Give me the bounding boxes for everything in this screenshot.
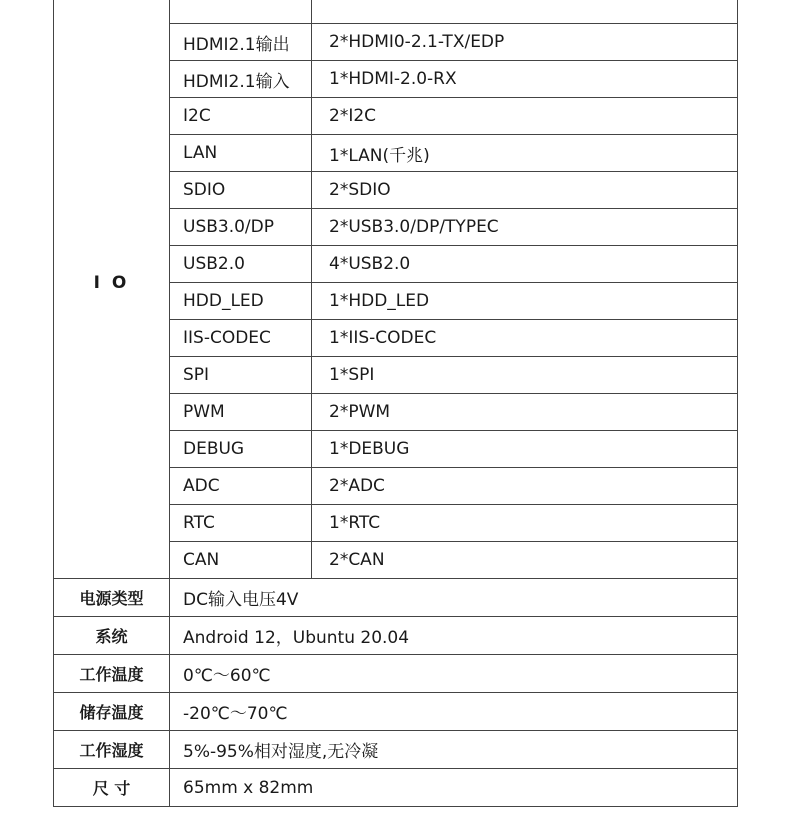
io-key-cell: DEBUG <box>170 431 312 468</box>
io-value-cell <box>312 0 738 24</box>
io-key-cell: RTC <box>170 505 312 542</box>
io-key-cell: I2C <box>170 98 312 135</box>
table-row <box>54 731 738 769</box>
io-key-cell: USB2.0 <box>170 246 312 283</box>
io-value-cell: 1*DEBUG <box>312 431 738 468</box>
table-row <box>54 617 738 655</box>
table-row <box>54 579 738 617</box>
table-row <box>54 655 738 693</box>
io-value-cell: 1*LAN(千兆) <box>312 135 738 172</box>
io-key-cell: HDMI2.1输入 <box>170 61 312 98</box>
table-row <box>54 693 738 731</box>
spec-table-body <box>54 0 738 807</box>
io-value-cell: 1*HDD_LED <box>312 283 738 320</box>
spec-table <box>53 0 738 807</box>
io-value-cell: 1*IIS-CODEC <box>312 320 738 357</box>
spec-value-cell: 65mm x 82mm <box>170 769 738 807</box>
spec-value-cell: 5%-95%相对湿度,无冷凝 <box>170 731 738 769</box>
io-key-cell: LAN <box>170 135 312 172</box>
spec-value-cell: -20℃～70℃ <box>170 693 738 731</box>
io-key-cell: ADC <box>170 468 312 505</box>
table-row <box>54 769 738 807</box>
spec-category-cell: 电源类型 <box>54 579 170 617</box>
table-row <box>54 0 738 24</box>
spec-value-cell: 0℃～60℃ <box>170 655 738 693</box>
io-value-cell: 2*ADC <box>312 468 738 505</box>
io-value-cell: 2*USB3.0/DP/TYPEC <box>312 209 738 246</box>
io-key-cell: USB3.0/DP <box>170 209 312 246</box>
io-value-cell: 2*I2C <box>312 98 738 135</box>
io-value-cell: 2*SDIO <box>312 172 738 209</box>
spec-value-cell: DC输入电压4V <box>170 579 738 617</box>
io-key-cell: CAN <box>170 542 312 579</box>
io-key-cell <box>170 0 312 24</box>
spec-category-cell: 工作湿度 <box>54 731 170 769</box>
spec-category-cell: 系统 <box>54 617 170 655</box>
io-value-cell: 1*SPI <box>312 357 738 394</box>
io-value-cell: 1*HDMI-2.0-RX <box>312 61 738 98</box>
spec-value-cell: Android 12，Ubuntu 20.04 <box>170 617 738 655</box>
io-key-cell: HDMI2.1输出 <box>170 24 312 61</box>
io-key-cell: HDD_LED <box>170 283 312 320</box>
io-value-cell: 1*RTC <box>312 505 738 542</box>
io-value-cell: 2*CAN <box>312 542 738 579</box>
io-key-cell: SPI <box>170 357 312 394</box>
io-value-cell: 4*USB2.0 <box>312 246 738 283</box>
io-value-cell: 2*HDMI0-2.1-TX/EDP <box>312 24 738 61</box>
spec-category-cell: 尺 寸 <box>54 769 170 807</box>
spec-category-cell: 储存温度 <box>54 693 170 731</box>
spec-category-cell: 工作温度 <box>54 655 170 693</box>
io-category-cell: I O <box>54 0 170 579</box>
io-key-cell: IIS-CODEC <box>170 320 312 357</box>
io-value-cell: 2*PWM <box>312 394 738 431</box>
io-key-cell: SDIO <box>170 172 312 209</box>
io-key-cell: PWM <box>170 394 312 431</box>
